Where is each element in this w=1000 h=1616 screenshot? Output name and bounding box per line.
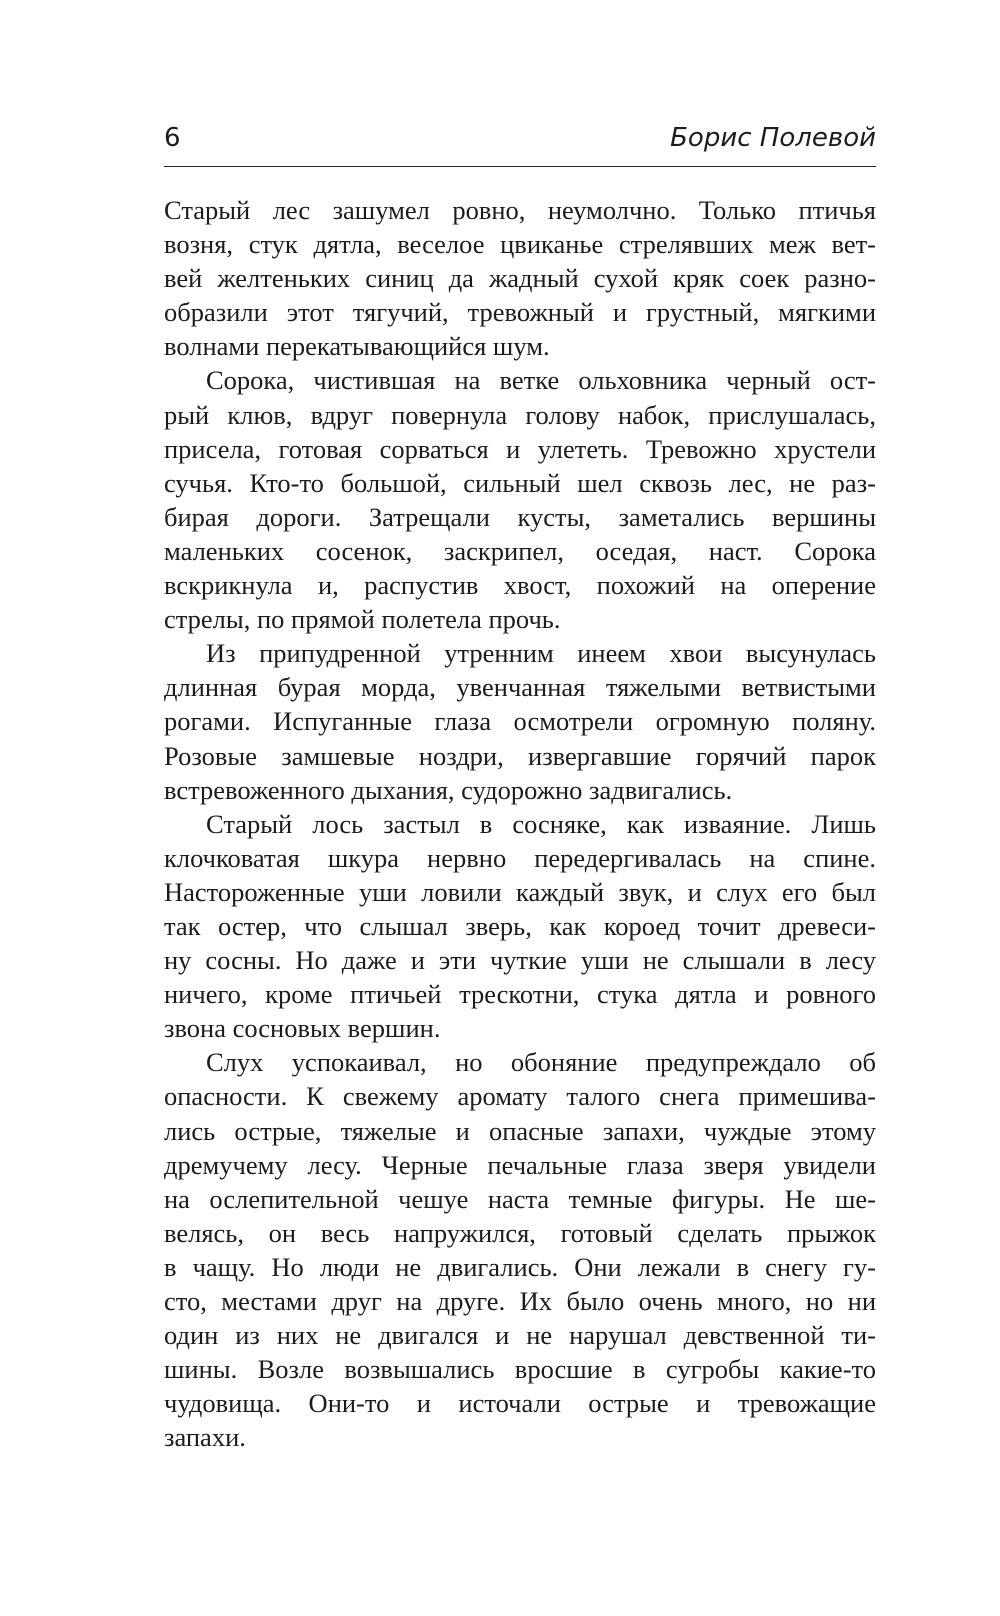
text-line: Слух успокаивал, но обоняние предупреждало об [206, 1047, 876, 1078]
page-header [164, 118, 876, 167]
text-line: Старый лось застыл в сосняке, как изваяние. Лишь [206, 808, 876, 839]
text-line: шины. Возле возвышались вросшие в сугробы какие-то [164, 1354, 876, 1385]
text-line: длинная бурая морда, увенчанная тяжелыми ветвистыми [164, 672, 876, 703]
text-line: вскрикнула и, распустив хвост, похожий на оперение [164, 570, 876, 601]
text-line: сучья. Кто-то большой, сильный шел сквозь лес, не раз- [164, 467, 876, 498]
text-line: встревоженного дыхания, судорожно задвигались. [164, 774, 733, 805]
paragraph [164, 1045, 876, 1454]
text-line: сто, местами друг на друге. Их было очень много, но ни [164, 1286, 876, 1316]
page-number: 6 [164, 123, 181, 153]
text-line: клочковатая шкура нервно передергивалась на спине. [164, 842, 876, 873]
text-line: Розовые замшевые ноздри, извергавшие горячий парок [164, 740, 876, 771]
text-line: стрелы, по прямой полетела прочь. [164, 604, 561, 635]
text-line: Настороженные уши ловили каждый звук, и слух его был [164, 876, 876, 907]
text-line: опасности. К свежему аромату талого снега примешива- [164, 1081, 876, 1112]
text-line: Из припудренной утренним инеем хвои высунулась [206, 638, 876, 669]
paragraph [164, 807, 876, 1046]
text-line: чудовища. Они-то и источали острые и тревожащие [164, 1388, 876, 1419]
text-line: вей желтеньких синиц да жадный сухой кряк соек разно- [164, 263, 876, 294]
running-head: Борис Полевой [670, 123, 876, 153]
text-line: ну сосны. Но даже и эти чуткие уши не слышали в лесу [164, 945, 876, 976]
text-line: запахи. [164, 1422, 246, 1453]
text-line: на ослепительной чешуе наста темные фигуры. Не ше- [164, 1183, 876, 1214]
body-text [164, 193, 876, 1454]
text-line: Сорока, чистившая на ветке ольховника черный ост- [206, 365, 876, 396]
text-line: присела, готовая сорваться и улететь. Тревожно хрустели [164, 433, 876, 464]
text-line: возня, стук дятла, веселое цвиканье стрелявших меж вет- [164, 229, 876, 260]
paragraph [164, 363, 876, 636]
text-line: велясь, он весь напружился, готовый сделать прыжок [164, 1217, 876, 1248]
text-line: образили этот тягучий, тревожный и грустный, мягкими [164, 297, 876, 328]
paragraph [164, 193, 876, 363]
text-line: в чащу. Но люди не двигались. Они лежали в снегу гу- [164, 1251, 876, 1282]
text-line: маленьких сосенок, заскрипел, оседая, наст. Сорока [164, 535, 876, 566]
text-line: волнами перекатывающийся шум. [164, 331, 550, 362]
text-line: дремучему лесу. Черные печальные глаза зверя увидели [164, 1149, 876, 1180]
text-line: рогами. Испуганные глаза осмотрели огромную поляну. [164, 706, 876, 737]
text-line: рый клюв, вдруг повернула голову набок, прислушалась, [164, 399, 876, 430]
paragraph [164, 636, 876, 806]
text-line: бирая дороги. Затрещали кусты, заметались вершины [164, 501, 876, 532]
text-line: звона сосновых вершин. [164, 1013, 441, 1044]
text-line: Старый лес зашумел ровно, неумолчно. Только птичья [164, 195, 876, 225]
text-line: один из них не двигался и не нарушал девственной ти- [164, 1320, 876, 1351]
text-line: так остер, что слышал зверь, как короед точит древеси- [164, 910, 876, 941]
text-line: ничего, кроме птичьей трескотни, стука дятла и ровного [164, 979, 876, 1010]
text-line: лись острые, тяжелые и опасные запахи, чуждые этому [164, 1115, 876, 1146]
